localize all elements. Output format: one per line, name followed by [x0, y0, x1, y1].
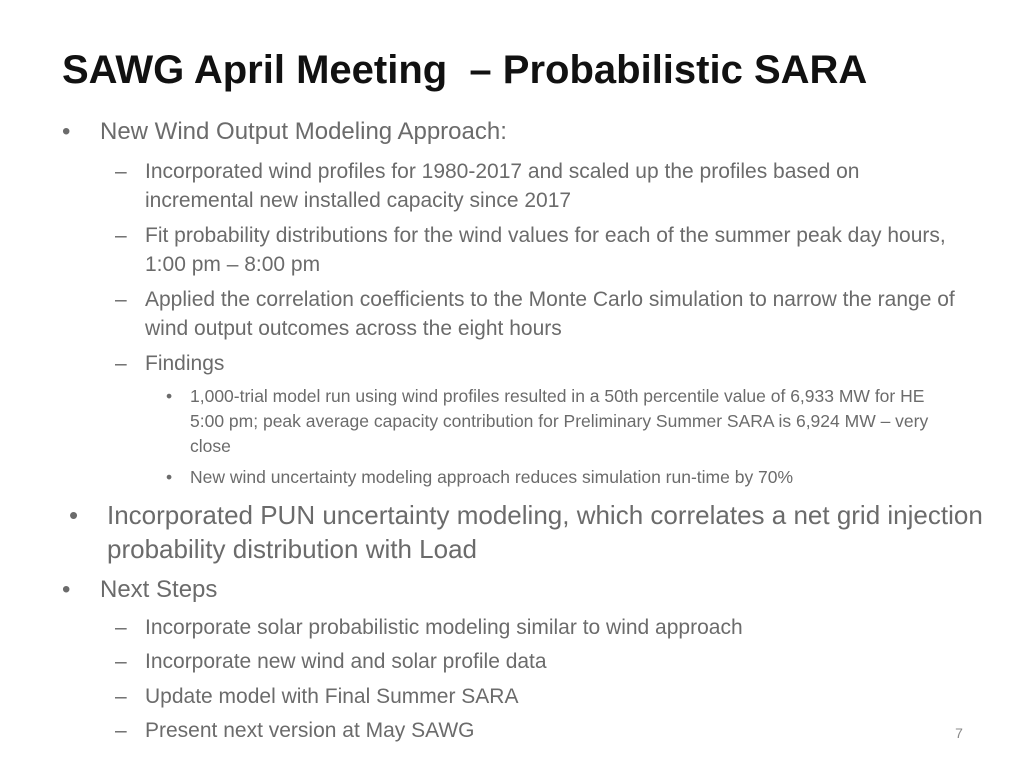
bullet-wind-modeling: [62, 115, 980, 149]
dash-marker: –: [115, 650, 127, 673]
finding-run-time: [166, 465, 950, 490]
page-number: 7: [955, 725, 963, 741]
next-step-text: Incorporate new wind and solar profile data: [145, 650, 547, 673]
bullet-marker: •: [62, 576, 71, 603]
dash-marker: –: [115, 352, 127, 375]
sub-bullet-findings: [115, 349, 960, 378]
bullet-text: Incorporated PUN uncertainty modeling, which correlates a net grid injection probability distribution with Load: [107, 500, 983, 564]
bullet-next-steps: [62, 573, 980, 607]
bullet-text: New Wind Output Modeling Approach:: [100, 118, 507, 145]
bullet-text: Next Steps: [100, 576, 218, 603]
bullet-marker: •: [166, 467, 173, 487]
dash-marker: –: [115, 288, 127, 311]
finding-text: 1,000-trial model run using wind profiles resulted in a 50th percentile value of 6,933 MW for HE 5:00 pm; peak average capacity contribution for Preliminary Summer SARA is 6,924 MW – very close: [190, 386, 929, 456]
next-step-solar-modeling: [115, 613, 960, 642]
dash-marker: –: [115, 616, 127, 639]
next-step-present-version: [115, 716, 845, 745]
bullet-marker: •: [69, 500, 79, 530]
next-step-text: Incorporate solar probabilistic modeling similar to wind approach: [145, 616, 743, 639]
next-step-text: Present next version at May SAWG: [145, 719, 475, 742]
sub-bullet-correlation-coefficients: [115, 285, 960, 343]
bullet-pun-uncertainty: [69, 498, 987, 566]
sub-bullet-text: Applied the correlation coefficients to the Monte Carlo simulation to narrow the range of wind output outcomes across the eight hours: [145, 288, 955, 340]
dash-marker: –: [115, 685, 127, 708]
sub-bullet-text: Findings: [145, 352, 225, 375]
dash-marker: –: [115, 224, 127, 247]
slide-title: SAWG April Meeting – Probabilistic SARA: [62, 48, 868, 92]
next-step-update-model: [115, 682, 960, 711]
sub-bullet-probability-distributions: [115, 221, 960, 279]
sub-bullet-text: Fit probability distributions for the wind values for each of the summer peak day hours, 1:00 pm – 8:00 pm: [145, 224, 946, 276]
finding-trial-run: [166, 384, 935, 459]
bullet-marker: •: [62, 118, 71, 145]
sub-bullet-wind-profiles: [115, 157, 960, 215]
next-step-text: Update model with Final Summer SARA: [145, 685, 519, 708]
dash-marker: –: [115, 160, 127, 183]
dash-marker: –: [115, 719, 127, 742]
sub-bullet-text: Incorporated wind profiles for 1980-2017 and scaled up the profiles based on incremental new installed capacity since 2017: [145, 160, 860, 212]
finding-text: New wind uncertainty modeling approach reduces simulation run-time by 70%: [190, 467, 794, 487]
bullet-marker: •: [166, 386, 173, 406]
next-step-profile-data: [115, 647, 960, 676]
